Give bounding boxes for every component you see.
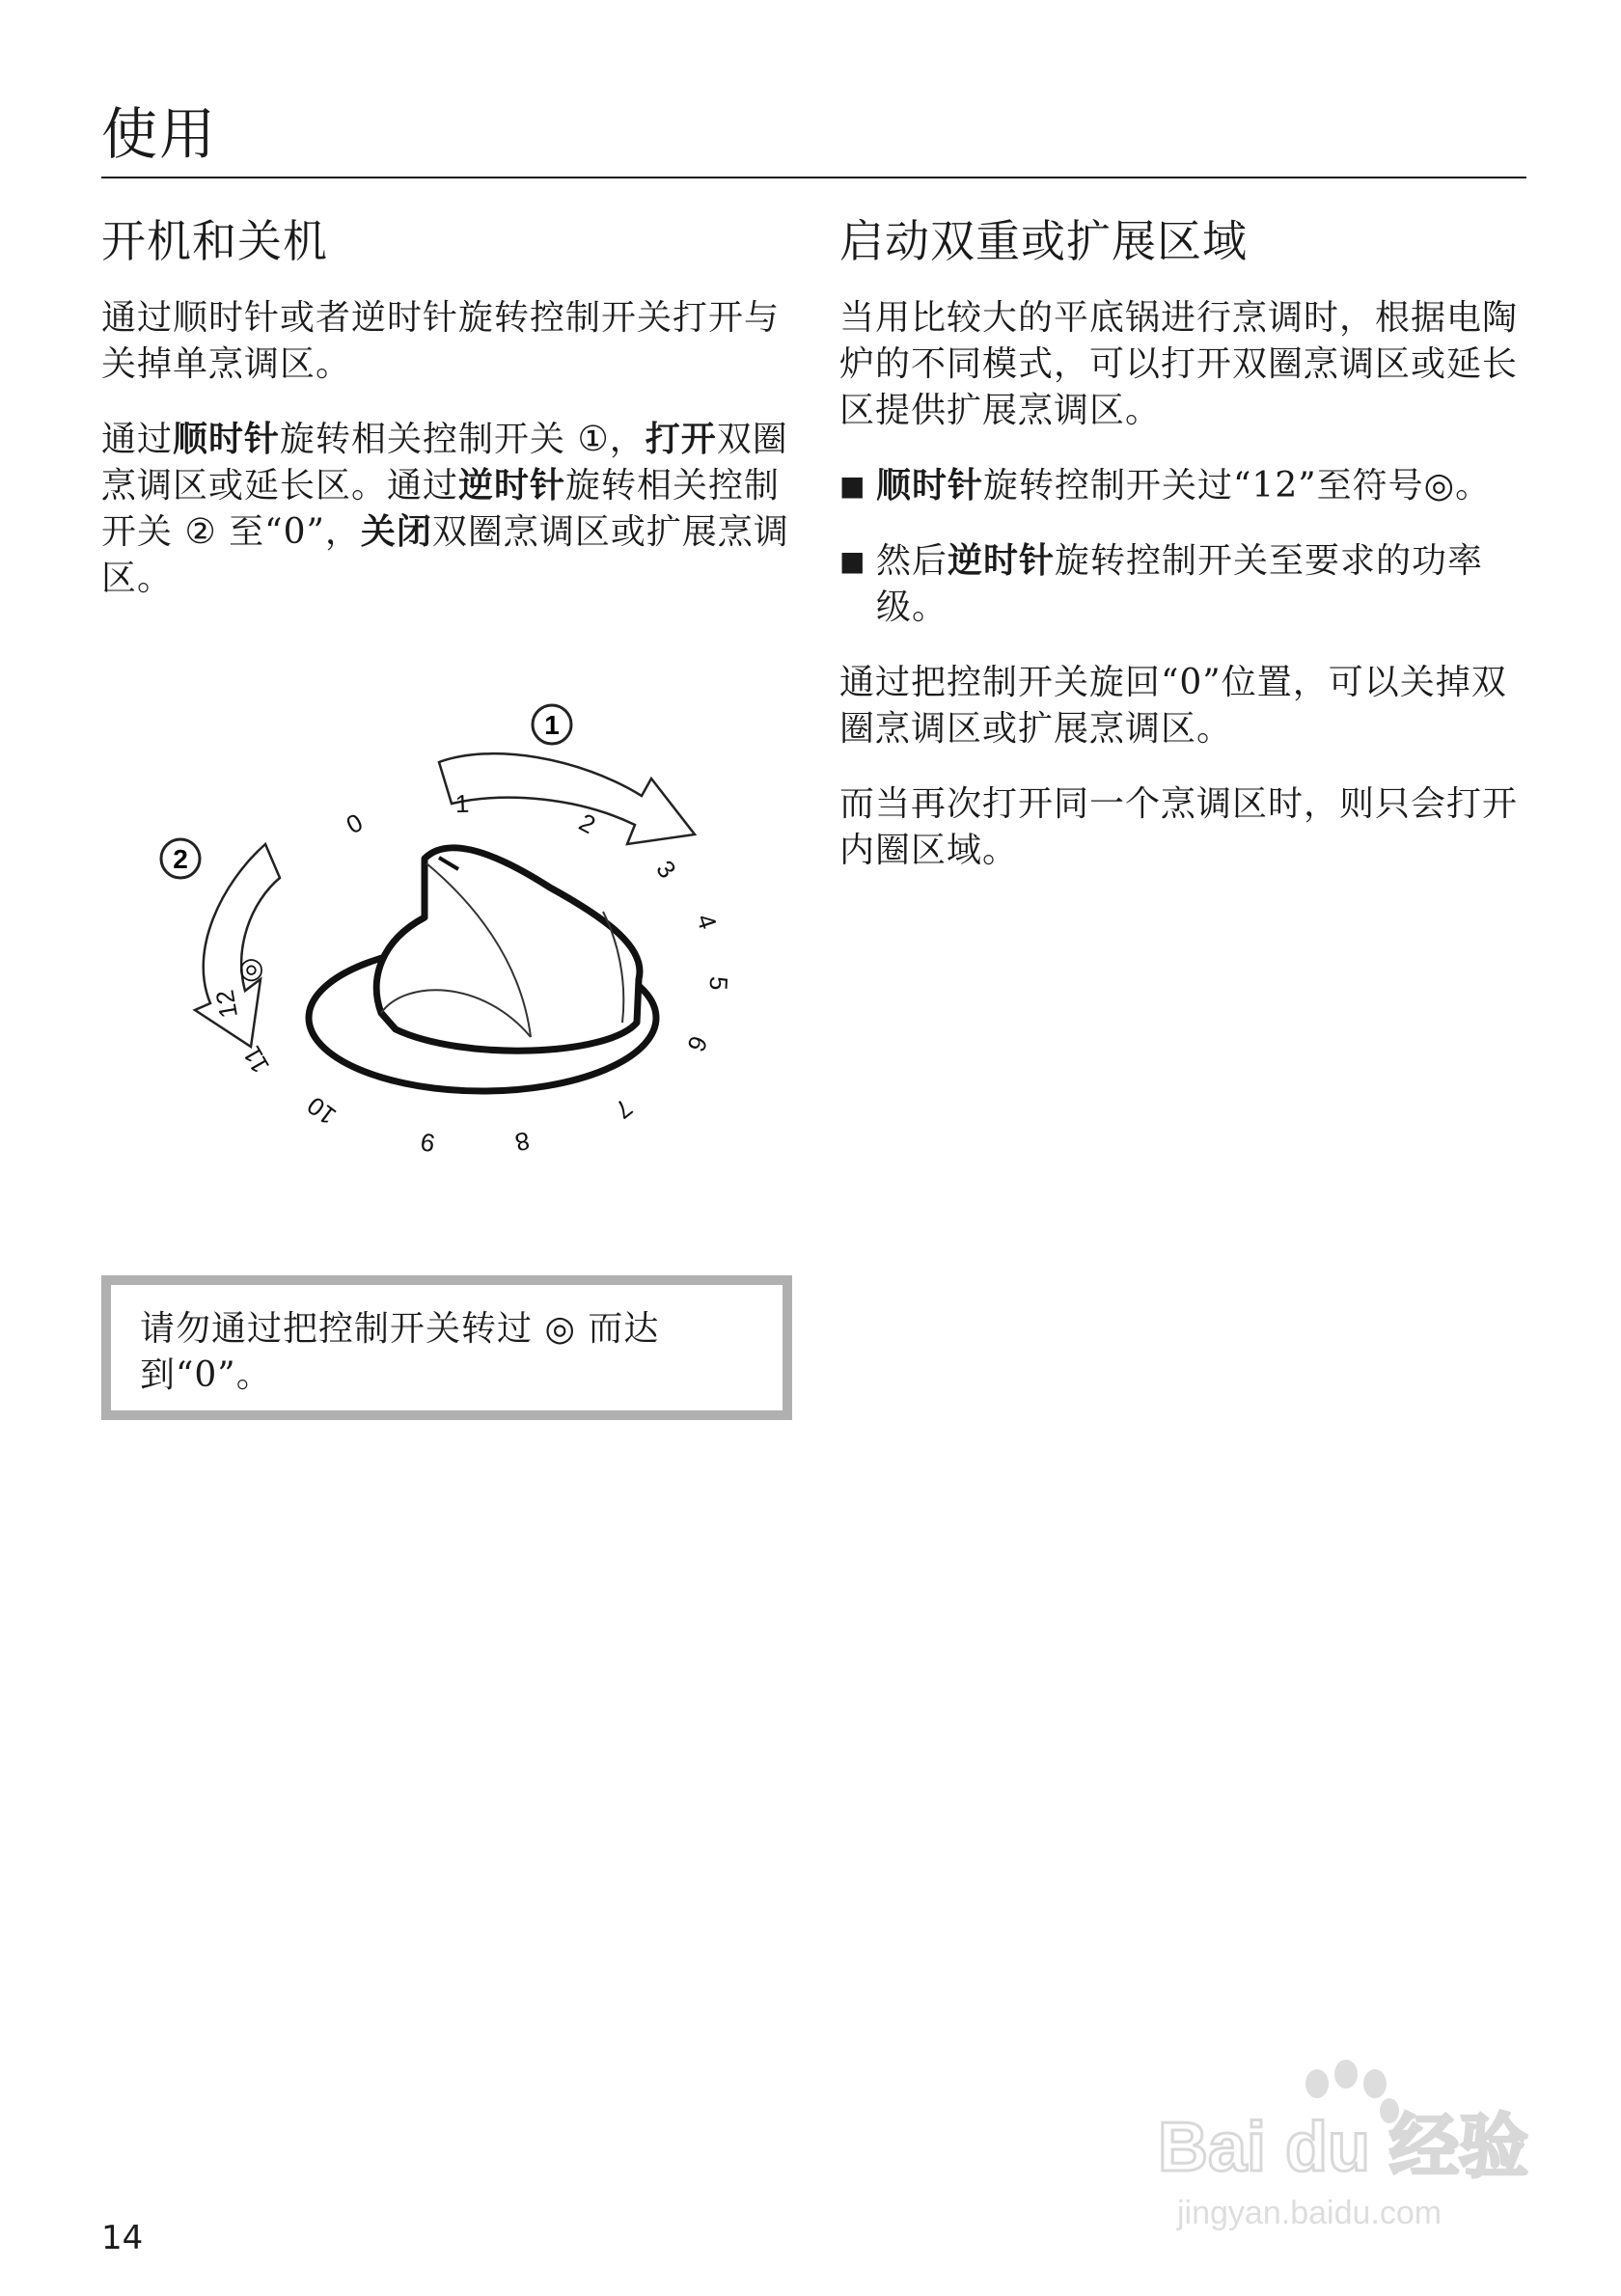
- left-column: [101, 214, 796, 631]
- text: 。: [1455, 466, 1492, 506]
- bold-clockwise: 顺时针: [173, 420, 281, 459]
- control-knob-illustration: [145, 690, 762, 1182]
- arrow-1-label: 1: [544, 710, 560, 740]
- dial-number-8: 8: [512, 1126, 533, 1158]
- dial-number-7: 7: [609, 1093, 639, 1125]
- text: 旋转控制开关至要求的功率级。: [876, 541, 1484, 627]
- dial-number-2: 2: [574, 806, 601, 840]
- bullet-text: [876, 538, 1526, 631]
- baidu-jingyan-watermark: [1148, 2045, 1553, 2238]
- bold-clockwise: 顺时针: [876, 466, 984, 506]
- text: 双圈烹调区或扩展烹调区。: [101, 512, 789, 598]
- paragraph-dual-zone-intro: 当用比较大的平底锅进行烹调时，根据电陶炉的不同模式，可以打开双圈烹调区或延长区提供扩展烹调区。: [839, 298, 1519, 430]
- paragraph-dual-ring: [101, 417, 796, 602]
- text: ，: [609, 420, 646, 459]
- dial-number-11: 11: [236, 1041, 276, 1079]
- text: 然后: [876, 541, 948, 581]
- bullet-text: [876, 463, 1491, 509]
- text: 通过: [101, 420, 174, 459]
- circled-one: ①: [577, 420, 610, 459]
- text: 旋转控制开关过“12”至符号: [983, 466, 1424, 506]
- warning-note-box: [101, 1275, 792, 1420]
- dial-number-9: 9: [418, 1127, 438, 1159]
- dial-number-3: 3: [650, 855, 682, 884]
- bullet-square-icon: ■: [839, 545, 866, 577]
- bold-counterclockwise: 逆时针: [948, 541, 1056, 581]
- page-title: 使用: [101, 101, 218, 167]
- watermark-logo-text: Bai du 经验: [1158, 2109, 1529, 2186]
- dial-number-10: 10: [301, 1090, 342, 1132]
- section-heading-on-off: 开机和关机: [101, 215, 328, 267]
- paragraph-reopen: 而当再次打开同一个烹调区时，则只会打开内圈区域。: [839, 784, 1519, 870]
- bold-close: 关闭: [360, 512, 432, 552]
- list-item: [839, 538, 1526, 631]
- circled-two: ②: [184, 512, 217, 552]
- bold-counterclockwise: 逆时针: [458, 466, 566, 506]
- right-column: [839, 214, 1526, 903]
- watermark-url: jingyan.baidu.com: [1177, 2195, 1442, 2231]
- dial-number-0: 0: [341, 806, 368, 840]
- text: 请勿通过把控制开关转过: [140, 1309, 545, 1349]
- paragraph-on-off-intro: 通过顺时针或者逆时针旋转控制开关打开与关掉单烹调区。: [101, 298, 781, 384]
- text: 而达到“0”。: [140, 1309, 660, 1395]
- knob-body: [376, 848, 640, 1051]
- page-number: 14: [101, 2219, 144, 2257]
- section-heading-dual-zone: 启动双重或扩展区域: [839, 215, 1248, 267]
- list-item: [839, 463, 1526, 509]
- double-ring-symbol-icon: ◎: [238, 952, 264, 985]
- text: 至“0”，: [216, 512, 361, 552]
- clockwise-arrow-icon: [439, 753, 695, 844]
- arrow-2-label: 2: [173, 844, 188, 874]
- double-ring-symbol-icon: ◎: [1423, 466, 1456, 506]
- dial-number-1: 1: [454, 788, 470, 819]
- bold-open: 打开: [645, 420, 717, 459]
- warning-text: [140, 1306, 756, 1399]
- dial-number-4: 4: [691, 910, 724, 933]
- dial-number-5: 5: [703, 975, 734, 992]
- paragraph-turn-off: 通过把控制开关旋回“0”位置，可以关掉双圈烹调区或扩展烹调区。: [839, 663, 1507, 749]
- dial-number-12: 12: [209, 987, 244, 1021]
- double-ring-symbol-icon: ◎: [544, 1309, 576, 1349]
- dial-number-6: 6: [681, 1031, 714, 1056]
- text: 双圈烹调区或延长区。通过: [101, 420, 788, 506]
- bullet-square-icon: ■: [839, 470, 866, 502]
- text: 旋转相关控制开关: [280, 420, 578, 459]
- title-divider: [101, 177, 1526, 178]
- text: 旋转相关控制开关: [101, 466, 781, 552]
